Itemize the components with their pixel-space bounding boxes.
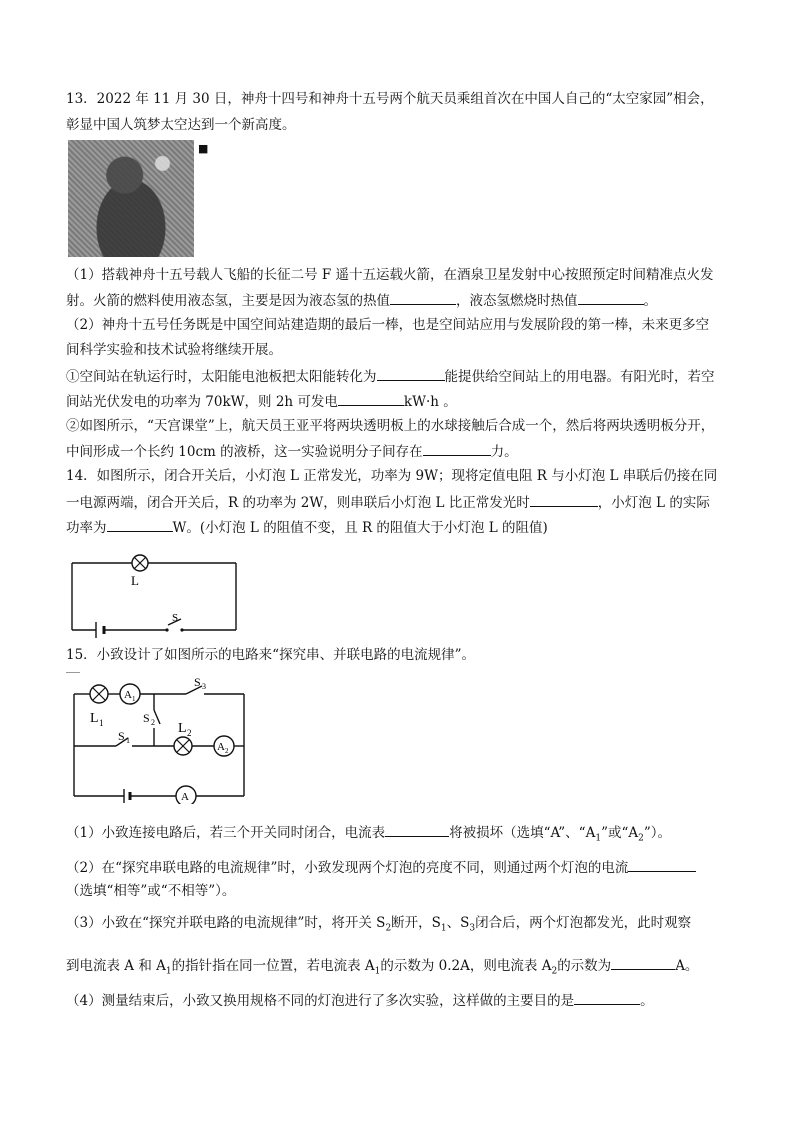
q15-p4-text-a: （4）测量结束后，小致又换用规格不同的灯泡进行了多次实验，这样做的主要目的是 [66, 993, 575, 1009]
q14-circuit-diagram [66, 545, 246, 640]
q13-part2-line1: （2）神舟十五号任务既是中国空间站建造期的最后一棒，也是空间站应用与发展阶段的第一棒，未来更多空 [66, 317, 710, 333]
label-L: L [131, 573, 139, 588]
q14-text-a: 一电源两端，闭合开关后，R 的功率为 2W，则串联后小灯泡 L 比正常发光时 [66, 495, 530, 511]
q15-p1-text-a: （1）小致连接电路后，若三个开关同时闭合，电流表 [66, 825, 386, 841]
A-label: A [181, 791, 189, 803]
q13-c2-line2 [66, 441, 518, 462]
divider [66, 672, 80, 673]
answer-blank[interactable] [385, 822, 449, 837]
A1-sub: 1 [132, 695, 136, 703]
L2-sub: 2 [187, 728, 192, 738]
q13-part1-text-b: ，液态氢燃烧时热值 [456, 293, 578, 309]
q15-p1-text-d: ”）。 [643, 825, 672, 841]
q14-line2 [66, 492, 710, 513]
q14-text-c: 功率为 [66, 520, 107, 536]
q15-p1-text-b: 将被损坏（选填“A”、“A [449, 825, 596, 841]
q15-p3-text-g: 的示数为 0.2A，则电流表 A [380, 958, 552, 974]
ammeter-A1-icon [120, 684, 140, 704]
answer-blank[interactable] [423, 441, 491, 456]
q15-p3-text-c: 、S [446, 915, 470, 931]
switch-contact [180, 628, 183, 631]
q15-p4-text-b: 。 [640, 993, 654, 1009]
q15-p3-sub: 2 [551, 966, 558, 977]
answer-blank[interactable] [611, 955, 675, 970]
q15-p2-text-a: （2）在“探究串联电路的电流规律”时，小致发现两个灯泡的亮度不同，则通过两个灯泡的电流 [66, 860, 629, 876]
q15-part3-line2 [66, 955, 698, 982]
S2-sub: 2 [151, 718, 155, 727]
bulb-L1-icon [90, 685, 108, 703]
q15-p3-text-d: 闭合后，两个灯泡都发光，此时观察 [475, 915, 692, 931]
answer-blank[interactable] [574, 990, 640, 1005]
answer-blank[interactable] [338, 391, 404, 406]
answer-blank[interactable] [107, 517, 173, 532]
q15-p3-sub: 1 [440, 923, 447, 934]
A2-label: A [217, 741, 225, 753]
ammeter-A2-icon [214, 736, 234, 756]
q15-p3-text-i: A。 [675, 958, 699, 974]
L1-label: L [90, 711, 99, 726]
q15-p3-text-a: （3）小致在“探究并联电路的电流规律”时，将开关 S [66, 915, 386, 931]
q13-c1-line2 [66, 391, 457, 412]
answer-blank[interactable] [377, 366, 445, 381]
q15-part1 [66, 822, 671, 849]
bulb-icon [132, 555, 148, 571]
S1-label: S [118, 729, 125, 743]
S3-label: S [194, 676, 201, 689]
q15-circuit-diagram [66, 676, 266, 804]
A1-label: A [124, 689, 132, 701]
S2-label: S [143, 711, 150, 725]
q13-c1-text-b: 能提供给空间站上的用电器。有阳光时，若空 [444, 369, 715, 385]
answer-blank[interactable] [578, 290, 644, 305]
q15-part2-line2: （选填“相等”或“不相等”）。 [66, 883, 236, 899]
q13-part2-line2: 间科学实验和技术试验将继续开展。 [66, 342, 282, 358]
battery-icon [124, 789, 130, 803]
q14-text-d: W。(小灯泡 L 的阻值不变，且 R 的阻值大于小灯泡 L 的阻值) [172, 520, 548, 536]
q15-p3-sub: 2 [385, 923, 392, 934]
q15-p3-text-b: 断开，S [391, 915, 441, 931]
q15-p3-text-e: 到电流表 A 和 A [66, 958, 166, 974]
q15-p1-text-c: ”或“A [601, 825, 639, 841]
q14-text-b: ，小灯泡 L 的实际 [597, 495, 710, 511]
q13-part1-line2 [66, 290, 657, 311]
q15-part3-line1 [66, 913, 691, 939]
answer-blank[interactable] [530, 492, 598, 507]
label-S: S [172, 612, 179, 624]
A2-sub: 2 [225, 747, 229, 755]
q13-c2-text-b: 力。 [490, 444, 518, 460]
q13-c2-line1: ②如图所示，“天宫课堂”上，航天员王亚平将两块透明板上的水球接触后合成一个，然后将两块透明板分开， [66, 418, 715, 434]
q15-part4 [66, 990, 654, 1011]
q13-c1-text-d: kW·h 。 [403, 394, 457, 410]
answer-blank[interactable] [390, 290, 456, 305]
S3-sub: 3 [202, 682, 206, 691]
q13-part1-text-a: 射。火箭的燃料使用液态氢，主要是因为液态氢的热值 [66, 293, 390, 309]
q15-p3-sub: 1 [165, 966, 172, 977]
q15-p3-text-f: 的指针指在同一位置，若电流表 A [171, 958, 375, 974]
q15-p3-sub: 1 [374, 966, 381, 977]
S1-sub: 1 [126, 736, 130, 745]
photo-mark: ■ [198, 142, 209, 155]
q15-part2-line1 [66, 857, 696, 878]
q15-p3-sub: 3 [469, 923, 476, 934]
q13-c1-text-c: 间站光伏发电的功率为 70kW，则 2h 可发电 [66, 394, 338, 410]
q13-stem-line1: 13．2022 年 11 月 30 日，神舟十四号和神舟十五号两个航天员乘组首次在中国人自己的“太空家园”相会， [66, 91, 714, 107]
astronaut-photo [68, 140, 194, 257]
ammeter-A-icon [176, 786, 196, 804]
q13-part1-line1: （1）搭载神舟十五号载人飞船的长征二号 F 遥十五运载火箭，在酒泉卫星发射中心按照预定时间精准点火发 [66, 267, 714, 283]
q13-c2-text-a: 中间形成一个长约 10cm 的液桥，这一实验说明分子间存在 [66, 444, 423, 460]
L2-label: L [178, 721, 187, 736]
switch-contact [165, 628, 168, 631]
q15-p1-sub2: 2 [638, 833, 644, 844]
answer-blank[interactable] [628, 857, 696, 872]
q13-stem-line2: 彰显中国人筑梦太空达到一个新高度。 [66, 117, 296, 133]
q15-stem: 15．小致设计了如图所示的电路来“探究串、并联电路的电流规律”。 [66, 647, 475, 663]
q14-line3 [66, 517, 548, 538]
q15-p1-sub1: 1 [595, 833, 602, 844]
q13-c1-text-a: ①空间站在轨运行时，太阳能电池板把太阳能转化为 [66, 369, 377, 385]
q15-p3-text-h: 的示数为 [557, 958, 612, 974]
q14-line1: 14．如图所示，闭合开关后，小灯泡 L 正常发光，功率为 9W；现将定值电阻 R 与小灯泡 L 串联后仍接在同 [66, 468, 718, 484]
L1-sub: 1 [99, 718, 104, 728]
bulb-L2-icon [174, 737, 192, 755]
battery-icon [96, 622, 104, 638]
q13-c1-line1 [66, 366, 715, 387]
q13-part1-text-c: 。 [643, 293, 657, 309]
